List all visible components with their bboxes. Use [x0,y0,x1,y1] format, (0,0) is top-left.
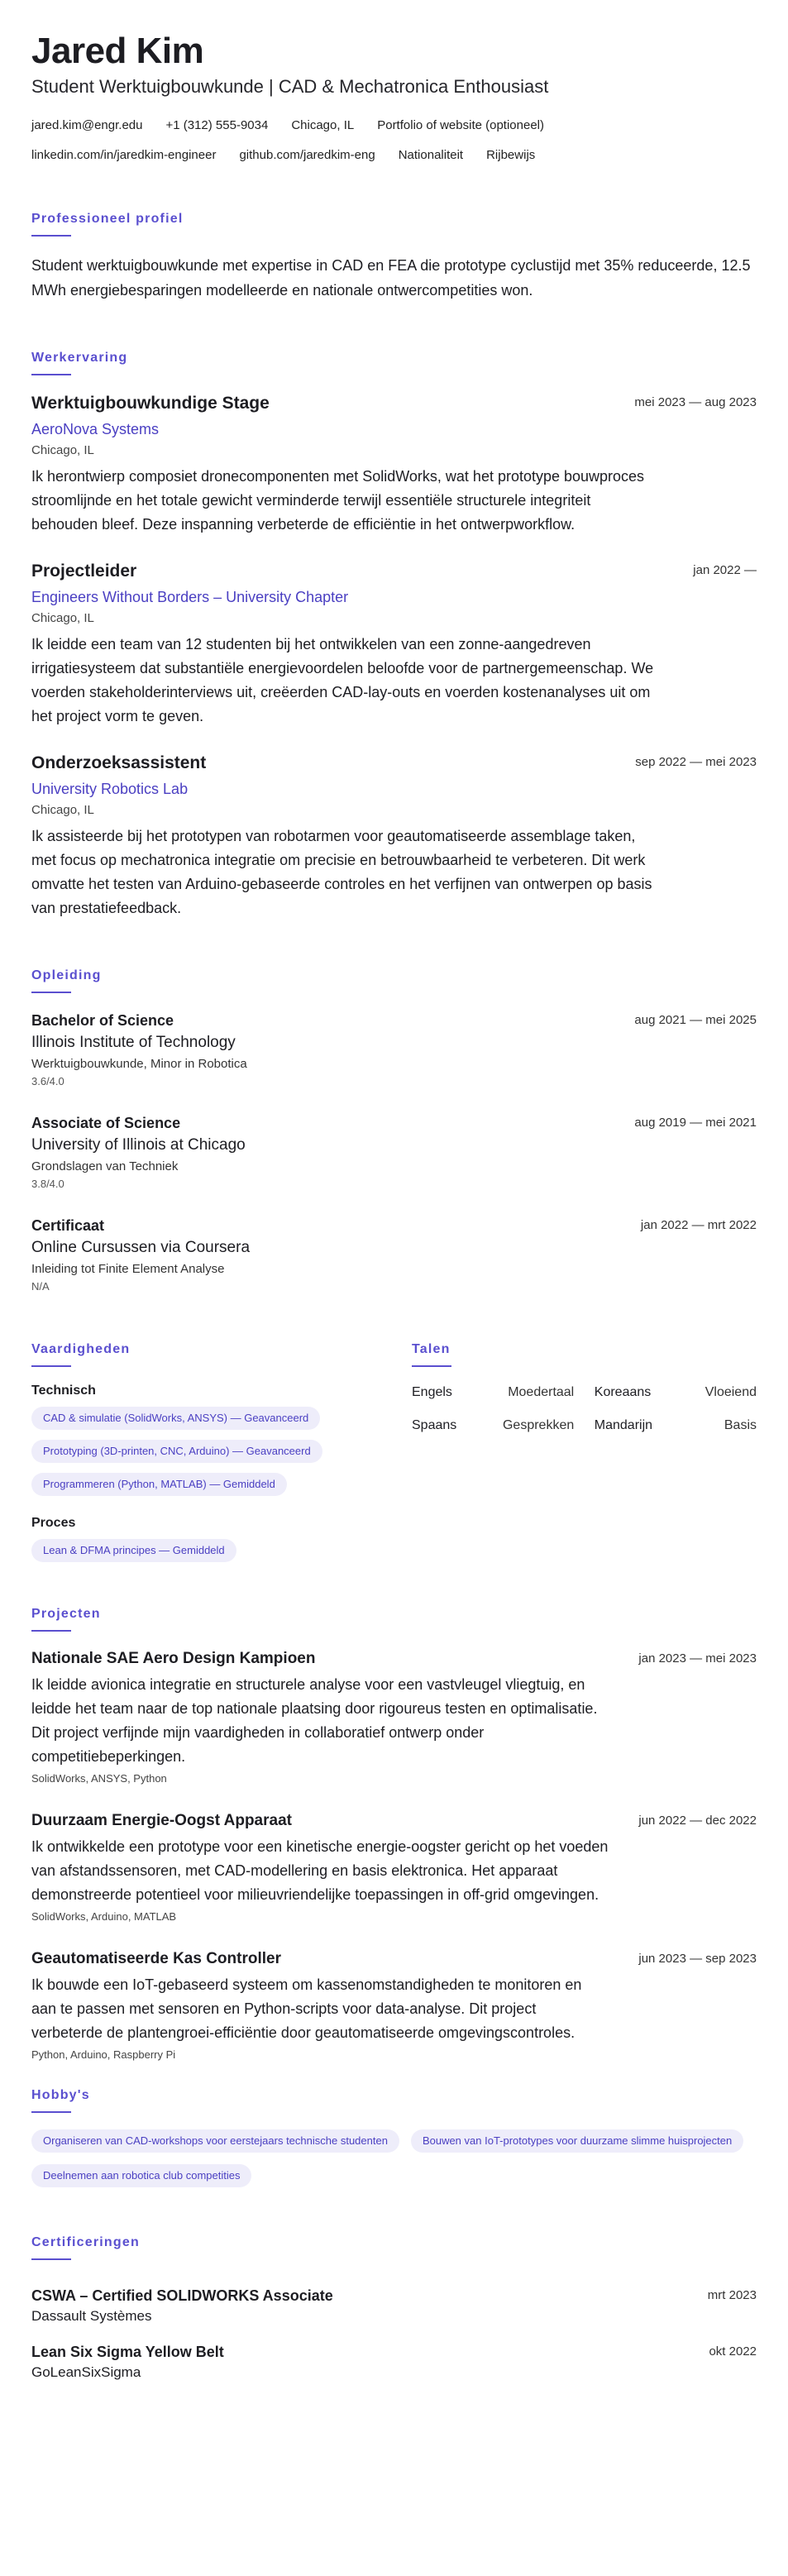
section-title-education: Opleiding [31,968,102,982]
language-row [412,1384,757,1402]
language-name: Spaans [412,1418,457,1432]
project-item [31,1810,757,1925]
contact-info [31,117,660,164]
education-field: Grondslagen van Techniek [31,1159,179,1173]
language-level: Moedertaal [508,1385,575,1399]
contact-license: Rijbewijs [486,148,536,162]
section-title-profile: Professioneel profiel [31,212,184,226]
project-description: Ik leidde avionica integratie en structurele analyse voor een vastvleugel vliegtuig, en leidde het team naar de top nationale plaatsing door rigoureus testen en optimalisatie. Dit project verfijnde mijn vaardigheden in collaboratief ontwerp onder competitiebeperkingen. [31,1676,598,1765]
skill-chip: CAD & simulatie (SolidWorks, ANSYS) — Geavanceerd [31,1407,320,1430]
section-title-hobbies: Hobby's [31,2088,90,2102]
job-dates: mei 2023 — aug 2023 [634,395,757,409]
education-school: Online Cursussen via Coursera [31,1239,251,1256]
certification-issuer: Dassault Systèmes [31,2308,152,2324]
job-dates: jan 2022 — [693,563,757,577]
section-title-projects: Projecten [31,1607,101,1621]
education-item [31,1010,757,1089]
job-dates: sep 2022 — mei 2023 [635,755,757,769]
project-title: Geautomatiseerde Kas Controller [31,1950,281,1967]
education-gpa: 3.6/4.0 [31,1075,64,1087]
project-item [31,1948,757,2063]
experience-item [31,560,757,729]
section-divider [31,2258,71,2260]
certification-date: okt 2022 [709,2344,757,2359]
skills-section [31,1317,412,1582]
education-field: Inleiding tot Finite Element Analyse [31,1262,225,1276]
projects-section [31,1607,757,2063]
job-description: Ik leidde een team van 12 studenten bij het ontwikkelen van een zonne-aangedreven irrigatiesysteem dat substantiële energievoordelen beloofde voor de partnergemeenschap. We voerden stakeholderinterviews uit, creëerden CAD-lay-outs en voerden kostenanalyses uit om het project vorm te geven. [31,636,654,724]
hobby-chip: Bouwen van IoT-prototypes voor duurzame slimme huisprojecten [411,2129,743,2153]
experience-item [31,392,757,537]
job-title: Onderzoeksassistent [31,753,207,772]
section-title-skills: Vaardigheden [31,1342,131,1356]
hobby-chip-list [31,2129,759,2187]
hobbies-section [31,2088,757,2187]
job-location: Chicago, IL [31,443,94,457]
education-dates: aug 2021 — mei 2025 [634,1013,757,1027]
section-title-languages: Talen [412,1342,451,1356]
experience-item [31,752,757,920]
language-row [412,1417,757,1435]
certifications-section [31,2235,757,2382]
education-school: University of Illinois at Chicago [31,1136,246,1154]
candidate-name: Jared Kim [31,31,204,71]
education-field: Werktuigbouwkunde, Minor in Robotica [31,1057,247,1071]
certification-item [31,2285,757,2326]
project-dates: jun 2023 — sep 2023 [638,1952,757,1966]
education-degree: Bachelor of Science [31,1012,174,1029]
skill-chip: Prototyping (3D-printen, CNC, Arduino) — Geavanceerd [31,1440,322,1463]
contact-nationality: Nationaliteit [398,148,464,162]
contact-email[interactable]: jared.kim@engr.edu [31,118,143,132]
experience-section [31,351,757,920]
language-level: Vloeiend [704,1385,757,1399]
section-divider [412,1365,451,1367]
job-organization: University Robotics Lab [31,781,189,797]
skill-category: Proces [31,1516,76,1530]
section-divider [31,1365,71,1367]
education-section [31,968,757,1294]
section-title-certifications: Certificeringen [31,2235,140,2249]
certification-name: CSWA – Certified SOLIDWORKS Associate [31,2287,333,2304]
language-name: Engels [412,1385,452,1399]
language-name: Koreaans [594,1385,652,1399]
section-divider [31,2111,71,2113]
education-dates: aug 2019 — mei 2021 [634,1116,757,1130]
hobby-chip: Organiseren van CAD-workshops voor eerstejaars technische studenten [31,2129,399,2153]
project-title: Nationale SAE Aero Design Kampioen [31,1650,316,1667]
job-description: Ik assisteerde bij het prototypen van robotarmen voor geautomatiseerde assemblage taken, met focus op mechatronica integratie om precisie en betrouwbaarheid te verbeteren. Dit werk omvatte het testen van Arduino-gebaseerde controles en het verfijnen van ontwerpen op basis van prestatiefeedback. [31,828,652,916]
skills-languages-row [31,1317,757,1582]
contact-linkedin[interactable]: linkedin.com/in/jaredkim-engineer [31,148,217,162]
education-degree: Associate of Science [31,1115,181,1131]
job-organization: AeroNova Systems [31,421,160,437]
project-item [31,1648,757,1787]
skill-chip-list [31,1407,412,1496]
education-degree: Certificaat [31,1217,105,1234]
job-title: Werktuigbouwkundige Stage [31,394,270,413]
certification-name: Lean Six Sigma Yellow Belt [31,2344,224,2360]
section-divider [31,1630,71,1632]
project-description: Ik ontwikkelde een prototype voor een kinetische energie-oogster gericht op het voeden van afstandssensoren, met CAD-modellering en basis elektronica. Het apparaat demonstreerde potentieel voor milieuvriendelijke toepassingen in off-grid omgevingen. [31,1838,609,1903]
job-organization: Engineers Without Borders – University Chapter [31,589,349,605]
job-location: Chicago, IL [31,803,94,817]
certification-issuer: GoLeanSixSigma [31,2364,141,2380]
project-tech: SolidWorks, Arduino, MATLAB [31,1910,177,1923]
section-divider [31,235,71,237]
contact-phone[interactable]: +1 (312) 555-9034 [165,118,269,132]
skill-chip: Lean & DFMA principes — Gemiddeld [31,1539,236,1562]
languages-section [412,1317,757,1582]
education-item [31,1215,757,1294]
education-dates: jan 2022 — mrt 2022 [640,1218,757,1232]
hobby-chip: Deelnemen aan robotica club competities [31,2164,251,2187]
section-divider [31,992,71,993]
certification-item [31,2341,757,2382]
project-dates: jun 2022 — dec 2022 [638,1814,757,1828]
education-gpa: 3.8/4.0 [31,1178,64,1190]
contact-portfolio[interactable]: Portfolio of website (optioneel) [377,118,544,132]
job-title: Projectleider [31,562,137,581]
language-level: Basis [724,1418,757,1432]
section-divider [31,374,71,375]
resume-header [31,30,757,164]
profile-summary: Student werktuigbouwkunde met expertise in CAD en FEA die prototype cyclustijd met 35% reduceerde, 12.5 MWh energiebesparingen modelleerde en nationale ontwercompetities won. [31,257,751,299]
contact-location: Chicago, IL [291,118,355,132]
project-title: Duurzaam Energie-Oogst Apparaat [31,1812,292,1829]
job-location: Chicago, IL [31,611,94,625]
certification-date: mrt 2023 [707,2288,757,2302]
project-tech: SolidWorks, ANSYS, Python [31,1772,167,1785]
skill-chip-list [31,1539,412,1562]
project-tech: Python, Arduino, Raspberry Pi [31,2048,176,2061]
education-gpa: N/A [31,1280,50,1293]
project-dates: jan 2023 — mei 2023 [638,1651,757,1666]
skill-category: Technisch [31,1384,96,1398]
language-level: Gesprekken [502,1418,575,1432]
job-description: Ik herontwierp composiet dronecomponenten met SolidWorks, wat het prototype bouwproces stroomlijnde en het totale gewicht verminderde terwijl essentiële structurele integriteit behouden bleef. Deze inspanning verbeterde de efficiëntie in het ontwerpworkflow. [31,468,645,533]
education-school: Illinois Institute of Technology [31,1034,236,1051]
contact-github[interactable]: github.com/jaredkim-eng [239,148,375,162]
education-item [31,1112,757,1192]
candidate-headline: Student Werktuigbouwkunde | CAD & Mechatronica Enthousiast [31,76,549,97]
project-description: Ik bouwde een IoT-gebaseerd systeem om kassenomstandigheden te monitoren en aan te passen met sensoren en Python-scripts voor data-analyse. Dit project verbeterde de plantengroei-efficiëntie door geautomatiseerde omgevingscontroles. [31,1976,582,2041]
skill-chip: Programmeren (Python, MATLAB) — Gemiddeld [31,1473,287,1496]
profile-section [31,212,757,303]
section-title-experience: Werkervaring [31,351,128,365]
language-name: Mandarijn [594,1418,653,1432]
